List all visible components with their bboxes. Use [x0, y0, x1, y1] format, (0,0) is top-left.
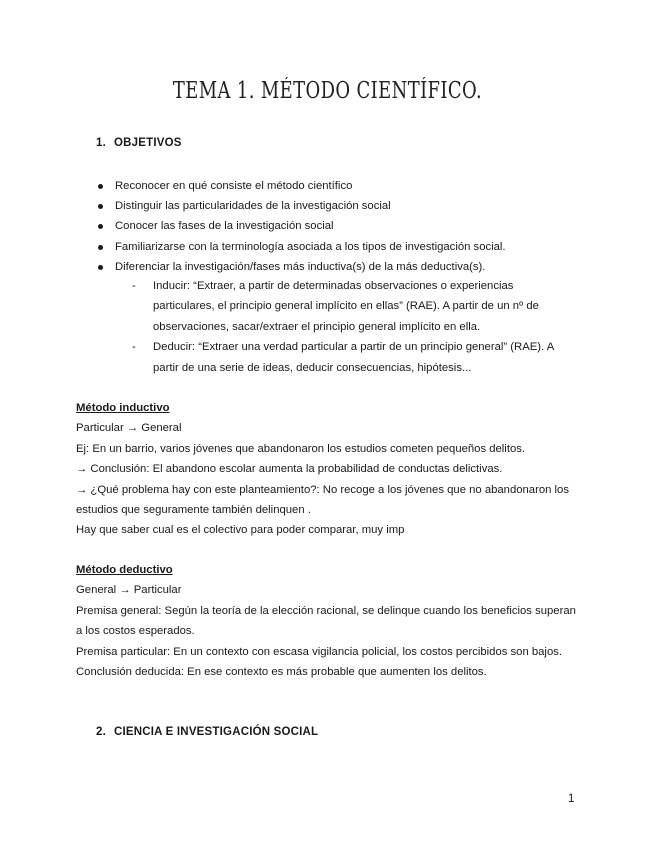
list-item: Distinguir las particularidades de la investigación social	[96, 196, 596, 216]
text-line: → ¿Qué problema hay con este planteamiento?: No recoge a los jóvenes que no abandonaron los estudios que seguramente también delinquen .	[76, 483, 569, 517]
section-heading-objetivos	[96, 137, 182, 149]
list-item: Familiarizarse con la terminología asociada a los tipos de investigación social.	[96, 237, 596, 257]
bullet-icon	[98, 265, 103, 270]
deductive-method-section	[76, 560, 581, 682]
list-item: Diferenciar la investigación/fases más inductiva(s) de la más deductiva(s).	[96, 257, 596, 277]
inductive-heading: Método inductivo	[76, 402, 170, 414]
list-item: Conocer las fases de la investigación social	[96, 216, 596, 236]
bullet-icon	[98, 204, 103, 209]
text-line: Hay que saber cual es el colectivo para poder comparar, muy imp	[76, 524, 405, 537]
page-title: TEMA 1. MÉTODO CIENTÍFICO.	[172, 78, 483, 104]
text-line: → Conclusión: El abandono escolar aumenta la probabilidad de conductas delictivas.	[76, 463, 503, 476]
text-line: General → Particular	[76, 584, 182, 597]
definition-item-inducir: - Inducir: “Extraer, a partir de determinadas observaciones o experiencias particulares, el principio general implícito en ellas” (RAE). A partir de un nº de observaciones, sacar/extraer el principio general implícito en ella.	[132, 276, 577, 337]
definitions-list	[132, 276, 577, 378]
text-line: Premisa particular: En un contexto con escasa vigilancia policial, los costos percibidos son bajos.	[76, 645, 563, 658]
objectives-list	[96, 176, 596, 277]
list-item: Reconocer en qué consiste el método científico	[96, 176, 596, 196]
bullet-icon	[98, 184, 103, 189]
text-line: Conclusión deducida: En ese contexto es más probable que aumenten los delitos.	[76, 666, 487, 679]
section-title: OBJETIVOS	[114, 137, 182, 149]
dash-icon: -	[132, 280, 136, 292]
text-line: Ej: En un barrio, varios jóvenes que abandonaron los estudios cometen pequeños delitos.	[76, 442, 526, 455]
bullet-icon	[98, 245, 103, 250]
inductive-method-section	[76, 398, 581, 541]
dash-icon: -	[132, 341, 136, 354]
text-line: Premisa general: Según la teoría de la elección racional, se delinque cuando los beneficios superan a los costos esperados.	[76, 604, 576, 638]
section-number: 1.	[96, 137, 106, 149]
section-title: CIENCIA E INVESTIGACIÓN SOCIAL	[114, 726, 319, 738]
bullet-icon	[98, 224, 103, 229]
text-line: Particular → General	[76, 422, 182, 435]
definition-item-deducir: - Deducir: “Extraer una verdad particular a partir de un principio general” (RAE). A partir de una serie de ideas, deducir consecuencias, hipótesis...	[132, 337, 577, 378]
deductive-heading: Método deductivo	[76, 564, 173, 576]
section-number: 2.	[96, 726, 106, 738]
page-number: 1	[568, 793, 575, 805]
section-heading-ciencia	[96, 726, 318, 738]
